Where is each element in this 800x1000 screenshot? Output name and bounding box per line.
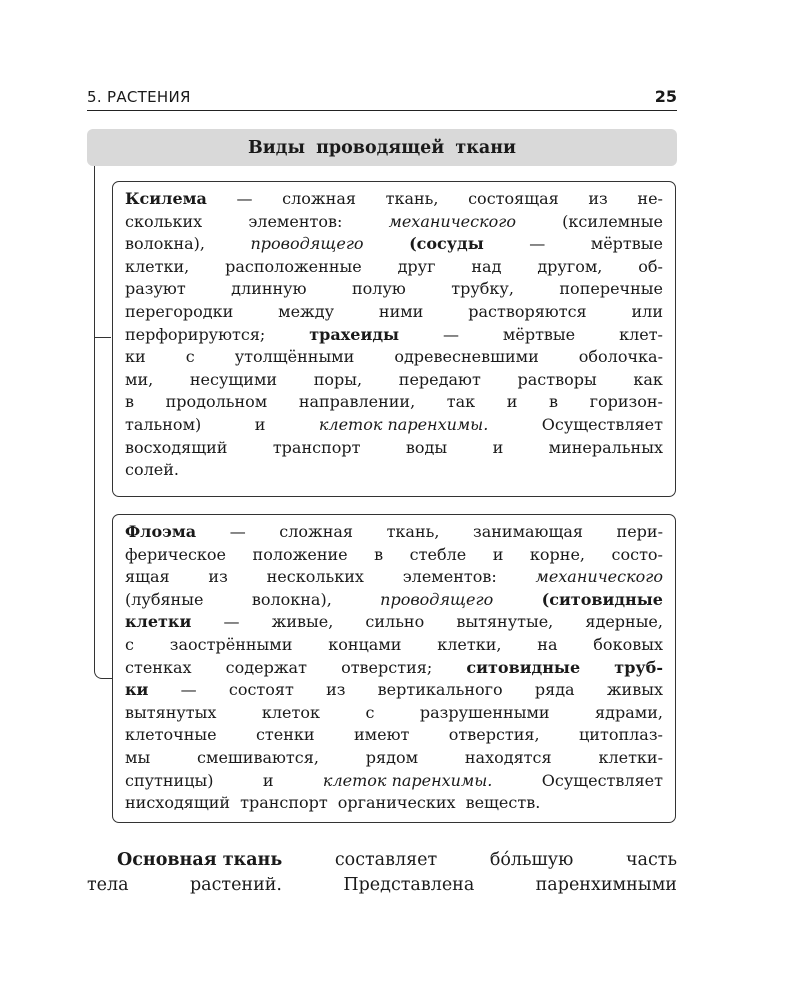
term-sieve-tubes: ки bbox=[125, 680, 149, 700]
word: растений. bbox=[189, 874, 282, 895]
diagram-bracket bbox=[94, 166, 112, 679]
word: (ксилемные bbox=[562, 211, 663, 231]
word: состо- bbox=[611, 544, 663, 564]
word: элементов: bbox=[248, 211, 343, 231]
word: и bbox=[492, 544, 504, 564]
word: и bbox=[262, 770, 274, 790]
word: состоящая bbox=[468, 189, 559, 208]
chapter-title: 5. РАСТЕНИЯ bbox=[87, 88, 191, 106]
word: минеральных bbox=[548, 437, 663, 457]
word-italic: механического bbox=[388, 211, 516, 231]
page-header bbox=[87, 86, 677, 111]
word: полую bbox=[352, 279, 406, 299]
word: состоят bbox=[228, 680, 294, 700]
word: волокна), bbox=[125, 234, 205, 254]
section-title: Виды проводящей ткани bbox=[248, 137, 516, 158]
word: мёртвые bbox=[590, 234, 663, 254]
word: поры, bbox=[313, 369, 363, 389]
word: волокна), bbox=[251, 589, 332, 609]
word: живых bbox=[606, 680, 663, 700]
word: элементов: bbox=[402, 567, 497, 587]
word: заострёнными bbox=[169, 634, 293, 654]
word: разуют bbox=[125, 279, 186, 299]
word: восходящий bbox=[125, 437, 228, 457]
word: длинную bbox=[231, 279, 307, 299]
word: сложная bbox=[279, 522, 354, 541]
term-vessels: (сосуды bbox=[409, 234, 484, 254]
word: оболочка- bbox=[578, 347, 663, 367]
word: — bbox=[442, 324, 459, 344]
word: содержат bbox=[225, 657, 307, 677]
word: и bbox=[492, 437, 504, 457]
word: пери- bbox=[616, 522, 663, 541]
word: живые, bbox=[271, 612, 334, 632]
term-sieve-cells: клетки bbox=[125, 612, 192, 632]
word: перегородки bbox=[125, 301, 234, 321]
word: мы bbox=[125, 747, 151, 767]
word: занимающая bbox=[472, 522, 583, 541]
word: об- bbox=[638, 256, 663, 276]
word: часть bbox=[625, 850, 677, 870]
word: из bbox=[208, 567, 228, 587]
word: тела bbox=[87, 874, 129, 895]
word: ряда bbox=[534, 680, 575, 700]
word: рядом bbox=[365, 747, 419, 767]
word: утолщёнными bbox=[234, 347, 355, 367]
word: скольких bbox=[125, 211, 203, 231]
word: как bbox=[633, 369, 663, 389]
word: смешиваются, bbox=[197, 747, 319, 767]
word: из bbox=[588, 189, 608, 208]
word: ферическое bbox=[125, 544, 227, 564]
word: спутницы) bbox=[125, 770, 214, 790]
word: — bbox=[223, 612, 240, 632]
term-tracheids: трахеиды bbox=[309, 324, 400, 344]
word: с bbox=[365, 702, 375, 722]
word: разрушенными bbox=[419, 702, 550, 722]
word: воды bbox=[405, 437, 448, 457]
word: мёртвые bbox=[502, 324, 576, 344]
term-ground-tissue: Основная ткань bbox=[117, 850, 283, 870]
word: клетки- bbox=[598, 747, 663, 767]
word-italic: механического bbox=[535, 567, 663, 587]
term-phloem: Флоэма bbox=[125, 522, 197, 541]
word: Представлена bbox=[343, 874, 475, 895]
ground-tissue-paragraph bbox=[87, 848, 677, 897]
word: вытянутых bbox=[125, 702, 217, 722]
word: растворяются bbox=[468, 301, 587, 321]
word: транспорт bbox=[240, 793, 328, 813]
word: нисходящий bbox=[125, 793, 231, 813]
word: (лубяные bbox=[125, 589, 204, 609]
phloem-box bbox=[112, 514, 676, 823]
word: ядерные, bbox=[585, 612, 663, 632]
word: Осуществляет bbox=[541, 414, 663, 434]
word: ними bbox=[378, 301, 424, 321]
word: стебле bbox=[409, 544, 467, 564]
word: отверстия, bbox=[448, 725, 540, 745]
word: в bbox=[374, 544, 384, 564]
word: и bbox=[506, 392, 518, 412]
word: из bbox=[326, 680, 346, 700]
word: сильно bbox=[365, 612, 425, 632]
word: тальном) bbox=[125, 414, 202, 434]
word-italic: проводящего bbox=[380, 589, 494, 609]
word: на bbox=[537, 634, 558, 654]
word: стенках bbox=[125, 657, 192, 677]
word: трубку, bbox=[451, 279, 514, 299]
word: в bbox=[125, 392, 135, 412]
term-sieve-tubes: труб- bbox=[614, 657, 663, 677]
word-italic: клеток паренхимы. bbox=[318, 414, 489, 434]
word: друг bbox=[397, 256, 436, 276]
word: клеток bbox=[261, 702, 320, 722]
word: составляет bbox=[334, 850, 438, 870]
word: находятся bbox=[464, 747, 552, 767]
word: сложная bbox=[282, 189, 356, 208]
word: нескольких bbox=[266, 567, 364, 587]
word: бóльшую bbox=[489, 850, 574, 870]
term-xylem: Ксилема bbox=[125, 189, 207, 208]
word: цитоплаз- bbox=[579, 725, 663, 745]
word: ми, bbox=[125, 369, 154, 389]
word: — bbox=[529, 234, 546, 254]
word: и bbox=[254, 414, 266, 434]
word: клетки, bbox=[437, 634, 502, 654]
word: ящая bbox=[125, 567, 170, 587]
word: вертикального bbox=[377, 680, 503, 700]
word: клетки, bbox=[125, 256, 190, 276]
word: стенки bbox=[255, 725, 315, 745]
word: направлении, bbox=[298, 392, 416, 412]
word: одревесневшими bbox=[394, 347, 539, 367]
bracket-connector bbox=[94, 337, 111, 338]
word: солей. bbox=[125, 460, 179, 480]
word: отверстия; bbox=[341, 657, 433, 677]
word: — bbox=[180, 680, 197, 700]
word: так bbox=[446, 392, 476, 412]
page-number: 25 bbox=[654, 87, 677, 106]
word-italic: клеток паренхимы. bbox=[322, 770, 493, 790]
word: или bbox=[631, 301, 663, 321]
word: горизон- bbox=[589, 392, 663, 412]
word: ки bbox=[125, 347, 146, 367]
word: ткань, bbox=[386, 522, 440, 541]
word: другом, bbox=[537, 256, 603, 276]
word: передают bbox=[398, 369, 481, 389]
word: поперечные bbox=[559, 279, 663, 299]
word: паренхимными bbox=[535, 874, 677, 895]
xylem-box bbox=[112, 181, 676, 497]
word: положение bbox=[252, 544, 348, 564]
word: растворы bbox=[517, 369, 597, 389]
word: клет- bbox=[619, 324, 663, 344]
section-title-bar bbox=[87, 129, 677, 166]
word: несущими bbox=[189, 369, 278, 389]
word: вытянутые, bbox=[456, 612, 554, 632]
word: ткань, bbox=[385, 189, 439, 208]
word: — bbox=[229, 522, 246, 541]
word: с bbox=[125, 634, 134, 654]
word: клеточные bbox=[125, 725, 217, 745]
word: корне, bbox=[529, 544, 585, 564]
term-sieve-cells: (ситовидные bbox=[541, 589, 663, 609]
word: — bbox=[236, 189, 253, 208]
word: веществ. bbox=[465, 793, 541, 813]
word: продольном bbox=[165, 392, 268, 412]
word: Осуществляет bbox=[541, 770, 663, 790]
word: над bbox=[471, 256, 502, 276]
word: расположенные bbox=[225, 256, 362, 276]
word: перфорируются; bbox=[125, 324, 266, 344]
term-sieve-tubes: ситовидные bbox=[466, 657, 581, 677]
word: имеют bbox=[353, 725, 410, 745]
word: концами bbox=[328, 634, 402, 654]
word: транспорт bbox=[272, 437, 361, 457]
word: не- bbox=[637, 189, 663, 208]
word: боковых bbox=[593, 634, 663, 654]
word-italic: проводящего bbox=[250, 234, 364, 254]
word: ядрами, bbox=[595, 702, 663, 722]
word: с bbox=[185, 347, 195, 367]
word: в bbox=[548, 392, 558, 412]
word: органических bbox=[337, 793, 456, 813]
word: между bbox=[278, 301, 335, 321]
